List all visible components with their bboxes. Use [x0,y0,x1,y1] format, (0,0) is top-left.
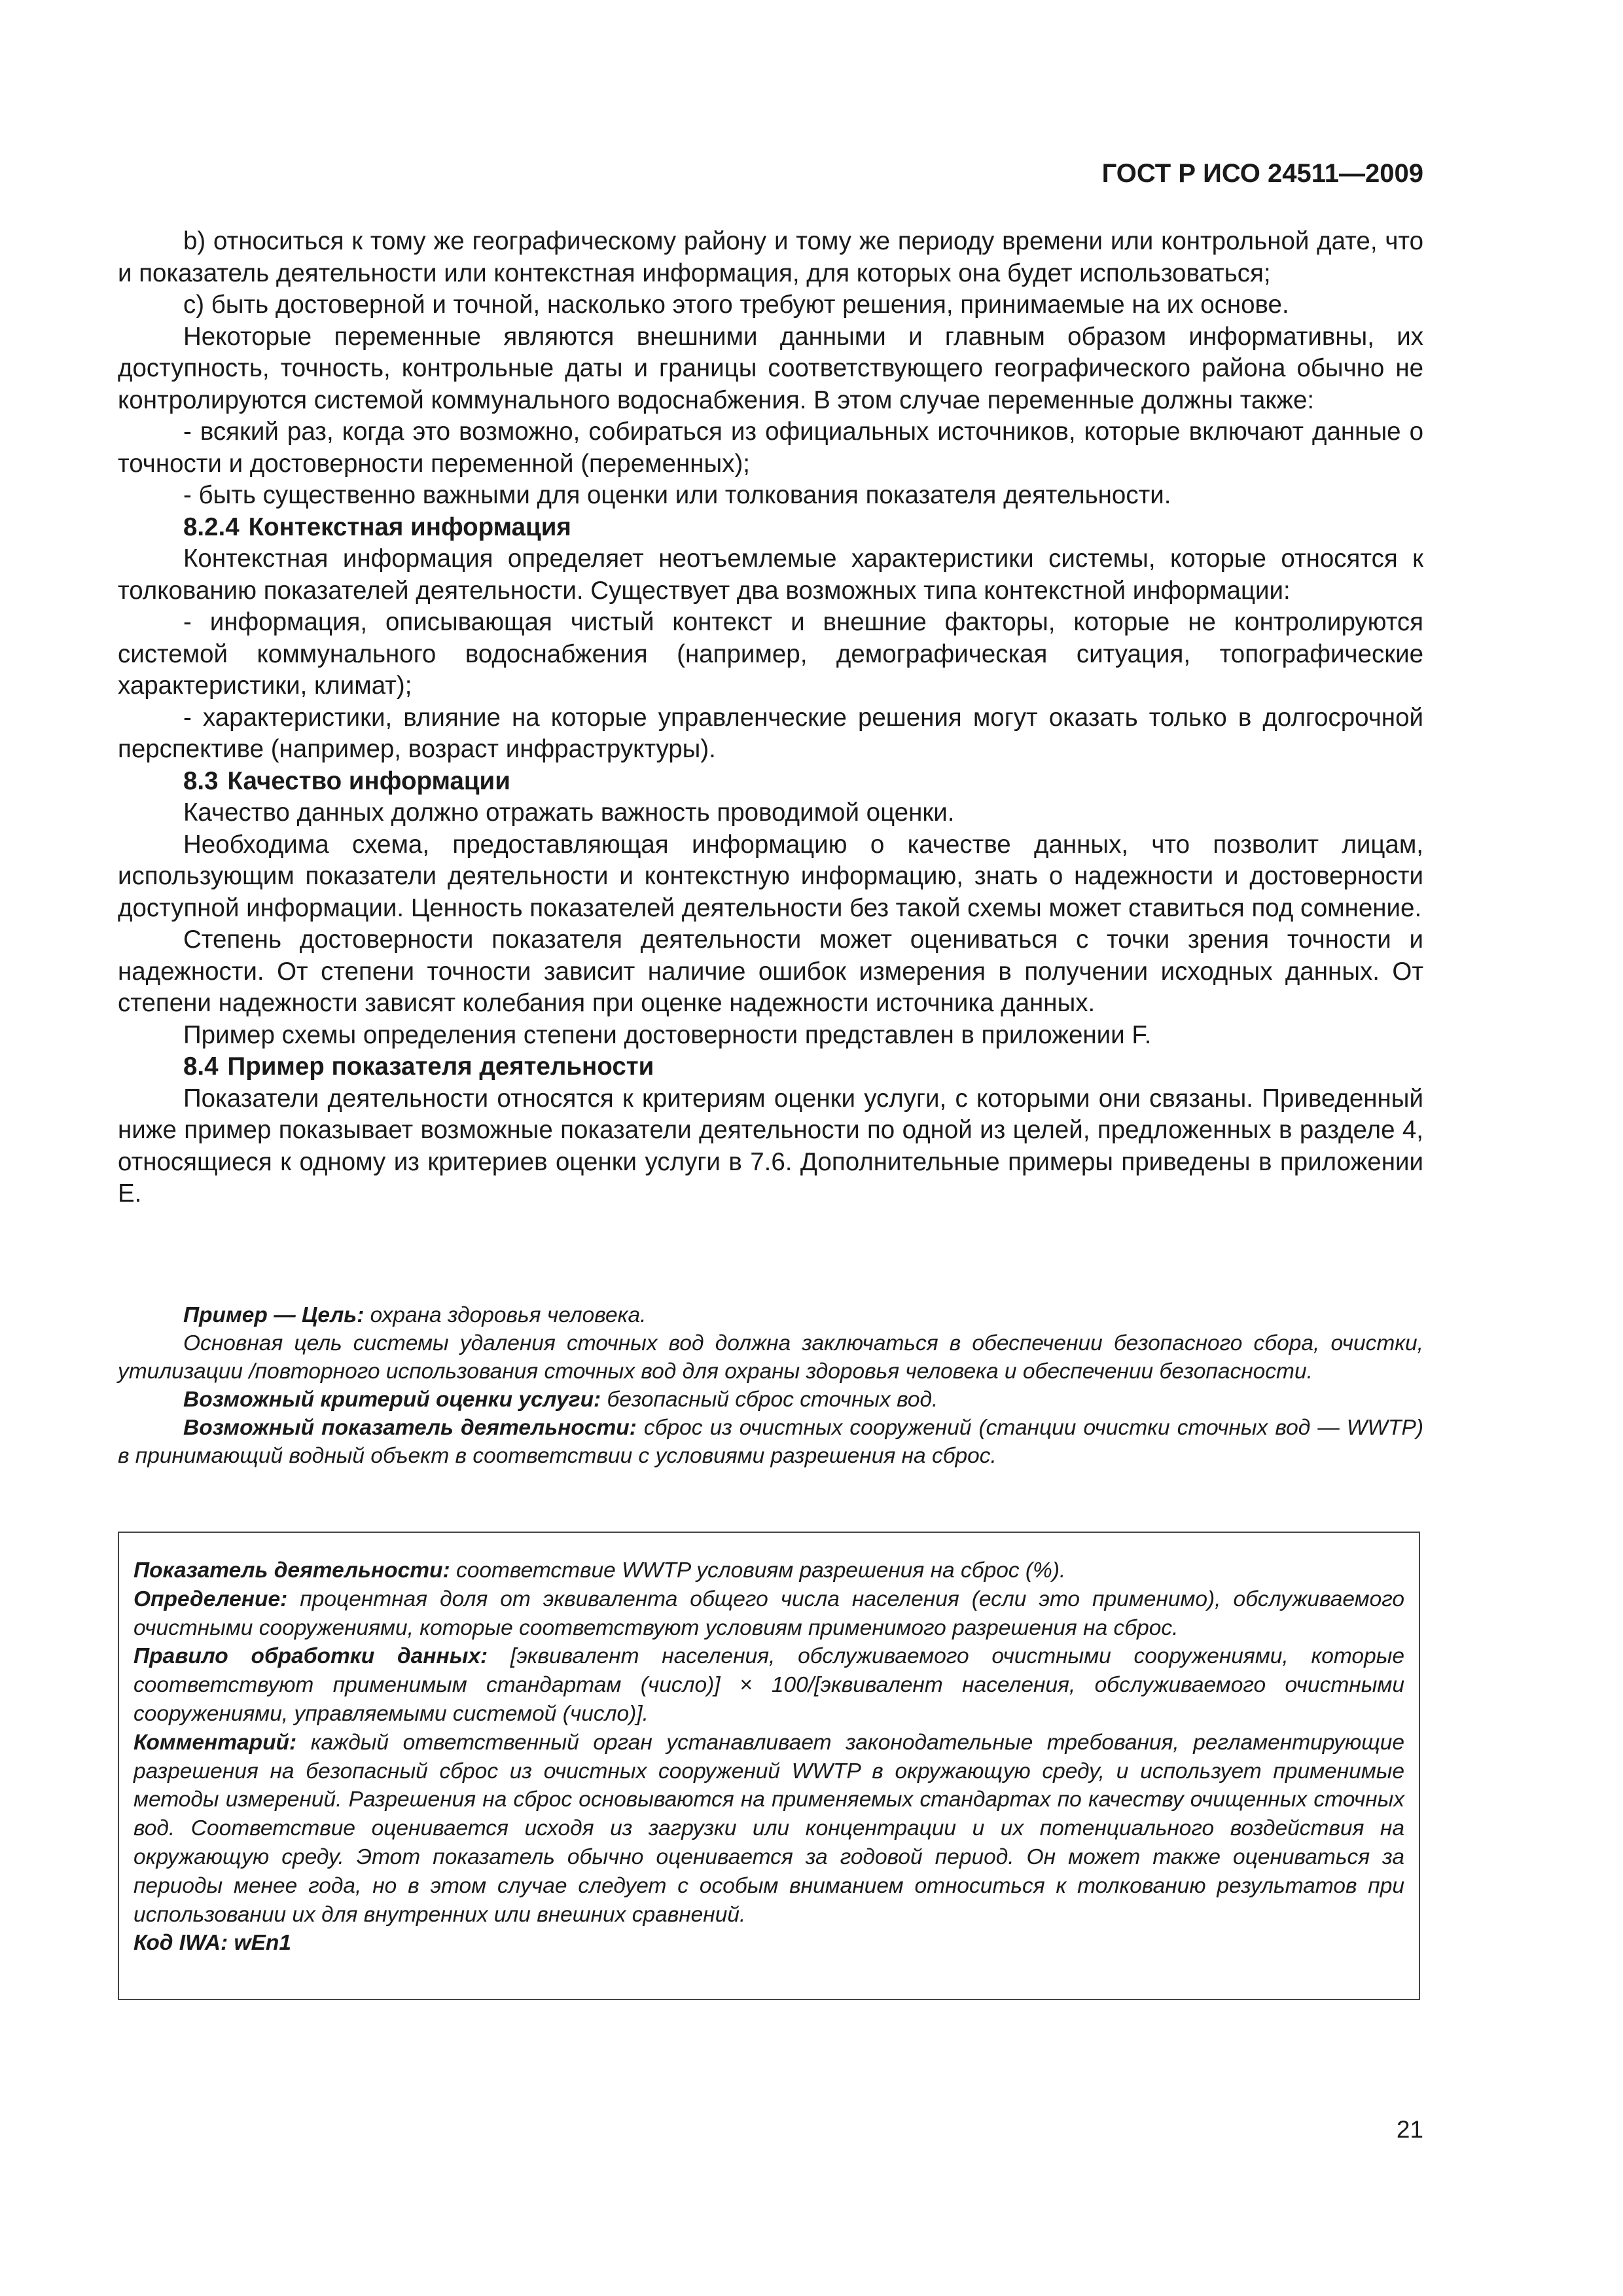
box-comment-text: каждый ответственный орган устанавливает законодательные требования, регламентирующие разрешения на безопасный сброс из очистных сооружений WWTP в окружающую среду, и использует применимые методы измерений. Разрешения на сброс основываются на применяемых стандартах по качеству очищенных сточных вод. Соответствие оценивается исходя из загрузки или концентрации и их потенциального воздействия на окружающую среду. Этот показатель обычно оценивается за годовой период. Он может также оцениваться за периоды менее года, но в этом случае следует с особым вниманием относиться к толкованию результатов при использовании их для внутренних или внешних сравнений. [134,1730,1404,1927]
example-goal-label: Пример — Цель: [183,1303,365,1327]
section-number: 8.3 [183,766,219,795]
section-title: Качество информации [227,766,510,795]
box-processing-rule [134,1642,1404,1728]
list-item-b: b) относиться к тому же географическому району и тому же периоду времени или контрольной дате, что и показатель деятельности или контекстная информация, для которых она будет использоваться; [118,227,1423,287]
example-goal [118,1301,1423,1329]
dash-item-4: - характеристики, влияние на которые управленческие решения могут оказать только в долгосрочной перспективе (например, возраст инфраструктуры). [118,703,1423,763]
box-indicator [134,1556,1404,1585]
section-title: Пример показателя деятельности [227,1052,654,1081]
box-comment-label: Комментарий: [134,1730,297,1755]
example-criterion-label: Возможный критерий оценки услуги: [183,1388,601,1412]
indicator-definition-box [118,1532,1420,2000]
example-indicator [118,1414,1423,1470]
section-heading-8-3 [118,766,1423,798]
example-indicator-label: Возможный показатель деятельности: [183,1416,637,1440]
list-item-c: c) быть достоверной и точной, насколько этого требуют решения, принимаемые на их основе. [183,291,1289,319]
example-block [118,1301,1423,1470]
section-number: 8.2.4 [183,512,240,541]
main-text [118,226,1423,1210]
paragraph-quality-2: Необходима схема, предоставляющая информацию о качестве данных, что позволит лицам, использующим показатели деятельности и контекстную информацию, знать о надежности и достоверности доступной информации. Ценность показателей деятельности без такой схемы может ставиться под сомнение. [118,830,1423,922]
document-code-header: ГОСТ Р ИСО 24511—2009 [1101,159,1423,188]
paragraph-variables: Некоторые переменные являются внешними данными и главным образом информативны, их доступность, точность, контрольные даты и границы соответствующего географического района обычно не контролируются системой коммунального водоснабжения. В этом случае переменные должны также: [118,322,1423,414]
box-indicator-text: соответствие WWTP условиям разрешения на сброс (%). [455,1558,1066,1583]
example-criterion [118,1386,1423,1414]
section-number: 8.4 [183,1052,219,1081]
dash-item-3: - информация, описывающая чистый контекст и внешние факторы, которые не контролируются системой коммунального водоснабжения (например, демографическая ситуация, топографические характеристики, климат); [118,608,1423,700]
dash-item-2: - быть существенно важными для оценки или толкования показателя деятельности. [183,481,1171,509]
section-heading-8-2-4 [118,512,1423,544]
page-number: 21 [1396,2116,1423,2143]
example-goal-text: охрана здоровья человека. [370,1303,647,1327]
dash-item-1: - всякий раз, когда это возможно, собираться из официальных источников, которые включают данные о точности и достоверности переменной (переменных); [118,418,1423,478]
box-indicator-label: Показатель деятельности: [134,1558,450,1583]
box-definition-label: Определение: [134,1587,288,1611]
box-comment [134,1729,1404,1929]
paragraph-example-intro: Показатели деятельности относятся к критериям оценки услуги, с которыми они связаны. Приведенный ниже пример показывает возможные показатели деятельности по одной из целей, предложенных в разделе 4, относящиеся к одному из критериев оценки услуги в 7.6. Дополнительные примеры приведены в приложении Е. [118,1084,1423,1208]
box-rule-label: Правило обработки данных: [134,1644,488,1669]
box-rule-text: [эквивалент населения, обслуживаемого очистными сооружениями, которые соответствуют применимым стандартам (число)] × 100/[эквивалент населения, обслуживаемого очистными сооружениями, управляемыми системой (число)]. [134,1644,1404,1726]
box-iwa-code [134,1929,1404,1958]
section-heading-8-4 [118,1051,1423,1083]
box-definition [134,1585,1404,1643]
example-criterion-text: безопасный сброс сточных вод. [607,1388,938,1412]
box-definition-text: процентная доля от эквивалента общего числа населения (если это применимо), обслуживаемого очистными сооружениями, которые соответствуют условиям применимого разрешения на сброс. [134,1587,1405,1640]
example-indicator-text: сброс из очистных сооружений (станции очистки сточных вод — WWTP) в принимающий водный объект в соответствии с условиями разрешения на сброс. [118,1416,1424,1468]
section-title: Контекстная информация [248,512,571,541]
paragraph-quality-3: Степень достоверности показателя деятельности может оцениваться с точки зрения точности и надежности. От степени точности зависит наличие ошибок измерения в получении исходных данных. От степени надежности зависят колебания при оценке надежности источника данных. [118,925,1423,1017]
example-goal-description: Основная цель системы удаления сточных вод должна заключаться в обеспечении безопасного сбора, очистки, утилизации /повторного использования сточных вод для охраны здоровья человека и обеспечении безопасности. [118,1331,1423,1384]
paragraph-context: Контекстная информация определяет неотъемлемые характеристики системы, которые относятся к толкованию показателей деятельности. Существует два возможных типа контекстной информации: [118,545,1423,605]
paragraph-quality-4: Пример схемы определения степени достоверности представлен в приложении F. [183,1020,1152,1049]
iwa-code: Код IWA: wEn1 [134,1931,292,1956]
paragraph-quality-1: Качество данных должно отражать важность проводимой оценки. [183,798,955,827]
